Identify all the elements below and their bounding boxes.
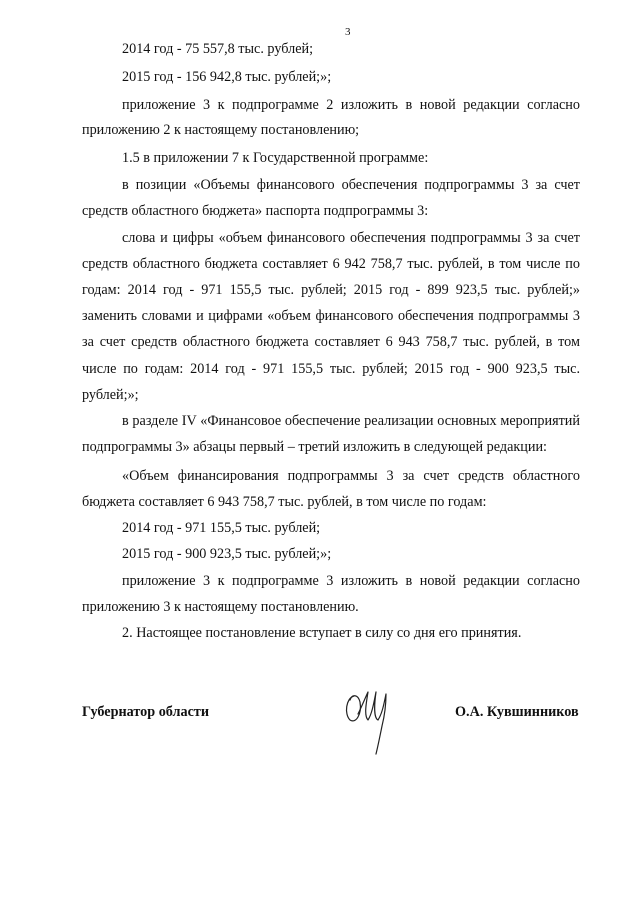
text-line: бюджета составляет 6 943 758,7 тыс. рублей, в том числе по годам: (82, 494, 487, 510)
text-line: 2015 год - 900 923,5 тыс. рублей;»; (122, 546, 332, 562)
text-line: средств областного бюджета составляет 6 942 758,7 тыс. рублей, в том числе по (82, 256, 580, 272)
page-number: 3 (345, 26, 351, 38)
text-line: в разделе IV «Финансовое обеспечение реализации основных мероприятий (122, 413, 580, 429)
text-line: за счет средств областного бюджета составляет 6 943 758,7 тыс. рублей, в том (82, 334, 580, 350)
text-line: подпрограммы 3» абзацы первый – третий изложить в следующей редакции: (82, 439, 547, 455)
text-line: 1.5 в приложении 7 к Государственной программе: (122, 150, 429, 166)
text-line: 2015 год - 156 942,8 тыс. рублей;»; (122, 69, 332, 85)
text-line: годам: 2014 год - 971 155,5 тыс. рублей; 2015 год - 899 923,5 тыс. рублей;» (82, 282, 580, 298)
text-line: приложению 2 к настоящему постановлению; (82, 122, 360, 138)
text-line: 2. Настоящее постановление вступает в силу со дня его принятия. (122, 625, 522, 641)
text-line: слова и цифры «объем финансового обеспечения подпрограммы 3 за счет (122, 230, 580, 246)
text-line: приложение 3 к подпрограмме 3 изложить в новой редакции согласно (122, 573, 580, 589)
text-line: в позиции «Объемы финансового обеспечения подпрограммы 3 за счет (122, 177, 580, 193)
handwritten-signature (340, 684, 400, 756)
text-line: заменить словами и цифрами «объем финансового обеспечения подпрограммы 3 (82, 308, 580, 324)
text-line: «Объем финансирования подпрограммы 3 за счет средств областного (122, 468, 580, 484)
text-line: приложению 3 к настоящему постановлению. (82, 599, 359, 615)
text-line: приложение 3 к подпрограмме 2 изложить в новой редакции согласно (122, 97, 580, 113)
text-line: 2014 год - 75 557,8 тыс. рублей; (122, 41, 314, 57)
text-line: числе по годам: 2014 год - 971 155,5 тыс. рублей; 2015 год - 900 923,5 тыс. (82, 361, 580, 377)
text-line: рублей;»; (82, 387, 139, 403)
signer-position: Губернатор области (82, 704, 210, 720)
text-line: 2014 год - 971 155,5 тыс. рублей; (122, 520, 321, 536)
signer-name: О.А. Кувшинников (455, 704, 579, 720)
text-line: средств областного бюджета» паспорта подпрограммы 3: (82, 203, 429, 219)
